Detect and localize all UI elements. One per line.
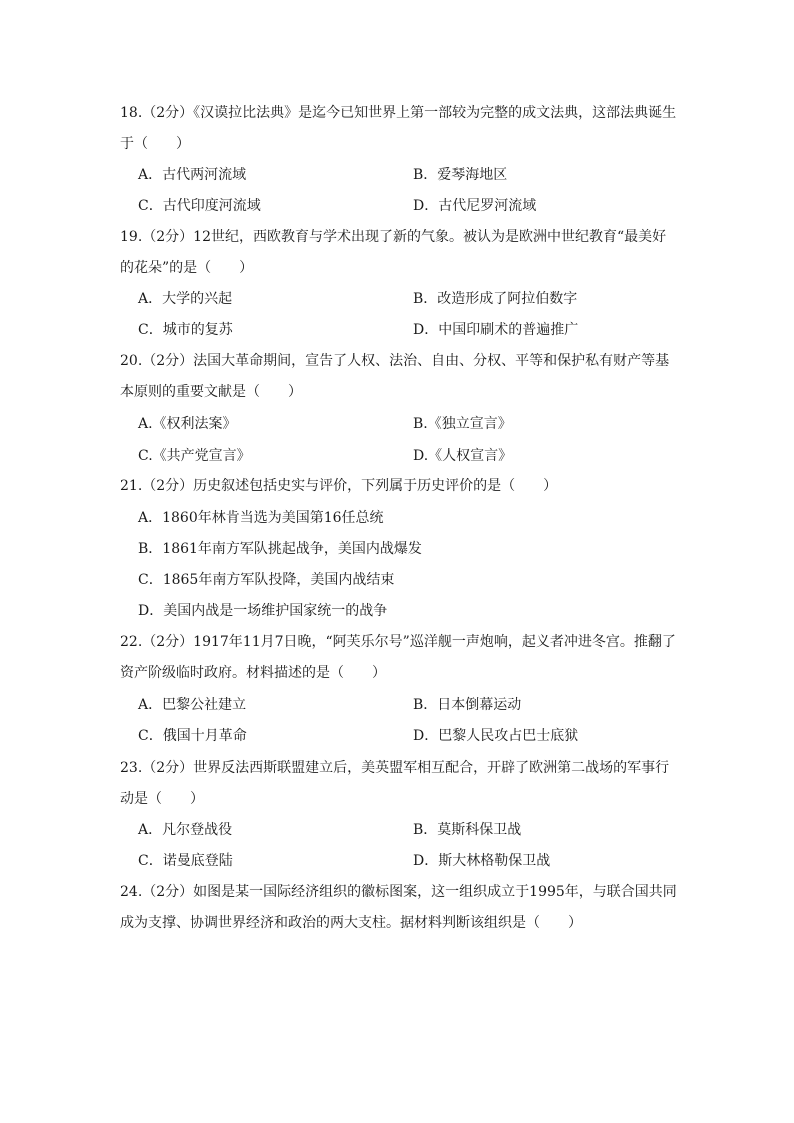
option-c: C．诺曼底登陆 (138, 853, 233, 869)
option-b: B．爱琴海地区 (413, 167, 508, 183)
option-c: C．1865年南方军队投降，美国内战结束 (138, 572, 395, 588)
option-d: D．美国内战是一场维护国家统一的战争 (138, 603, 388, 619)
question-stem: 21.（2分）历史叙述包括史实与评价，下列属于历史评价的是（ ） (120, 478, 558, 494)
option-a: A．古代两河流域 (138, 167, 247, 183)
option-a: A．大学的兴起 (138, 291, 233, 307)
question-stem: 20.（2分）法国大革命期间，宣告了人权、法治、自由、分权、平等和保护私有财产等基本原则的重要文献是（ ） (120, 353, 670, 400)
option-b: B．莫斯科保卫战 (413, 822, 522, 838)
option-d: D．中国印刷术的普遍推广 (413, 322, 579, 338)
option-b: B．日本倒幕运动 (413, 697, 522, 713)
option-d: D．巴黎人民攻占巴士底狱 (413, 728, 579, 744)
option-d: D.《人权宣言》 (413, 448, 513, 464)
option-c: C．城市的复苏 (138, 322, 233, 338)
option-b: B．改造形成了阿拉伯数字 (413, 291, 578, 307)
option-a: A.《权利法案》 (138, 416, 237, 432)
question-stem: 24.（2分）如图是某一国际经济组织的徽标图案，这一组织成立于1995年，与联合国共同成为支撑、协调世界经济和政治的两大支柱。据材料判断该组织是（ ） (120, 884, 677, 931)
question-stem: 18.（2分）《汉谟拉比法典》是迄今已知世界上第一部较为完整的成文法典，这部法典诞生于（ ） (120, 105, 677, 152)
option-d: D．古代尼罗河流域 (413, 198, 537, 214)
option-a: A．1860年林肯当选为美国第16任总统 (138, 510, 384, 526)
option-a: A．巴黎公社建立 (138, 697, 247, 713)
question-stem: 19.（2分）12世纪，西欧教育与学术出现了新的气象。被认为是欧洲中世纪教育“最美好的花朵”的是（ ） (120, 229, 667, 276)
question-stem: 23.（2分）世界反法西斯联盟建立后，美英盟军相互配合，开辟了欧洲第二战场的军事行动是（ ） (120, 760, 670, 807)
option-b: B．1861年南方军队挑起战争，美国内战爆发 (138, 541, 422, 557)
option-a: A．凡尔登战役 (138, 822, 233, 838)
option-b: B.《独立宣言》 (413, 416, 512, 432)
question-stem: 22.（2分）1917年11月7日晚，“阿芙乐尔号”巡洋舰一声炮响，起义者冲进冬宫。推翻了资产阶级临时政府。材料描述的是（ ） (120, 634, 676, 681)
option-c: C.《共产党宣言》 (138, 448, 251, 464)
option-c: C．俄国十月革命 (138, 728, 247, 744)
option-c: C．古代印度河流域 (138, 198, 261, 214)
option-d: D．斯大林格勒保卫战 (413, 853, 551, 869)
